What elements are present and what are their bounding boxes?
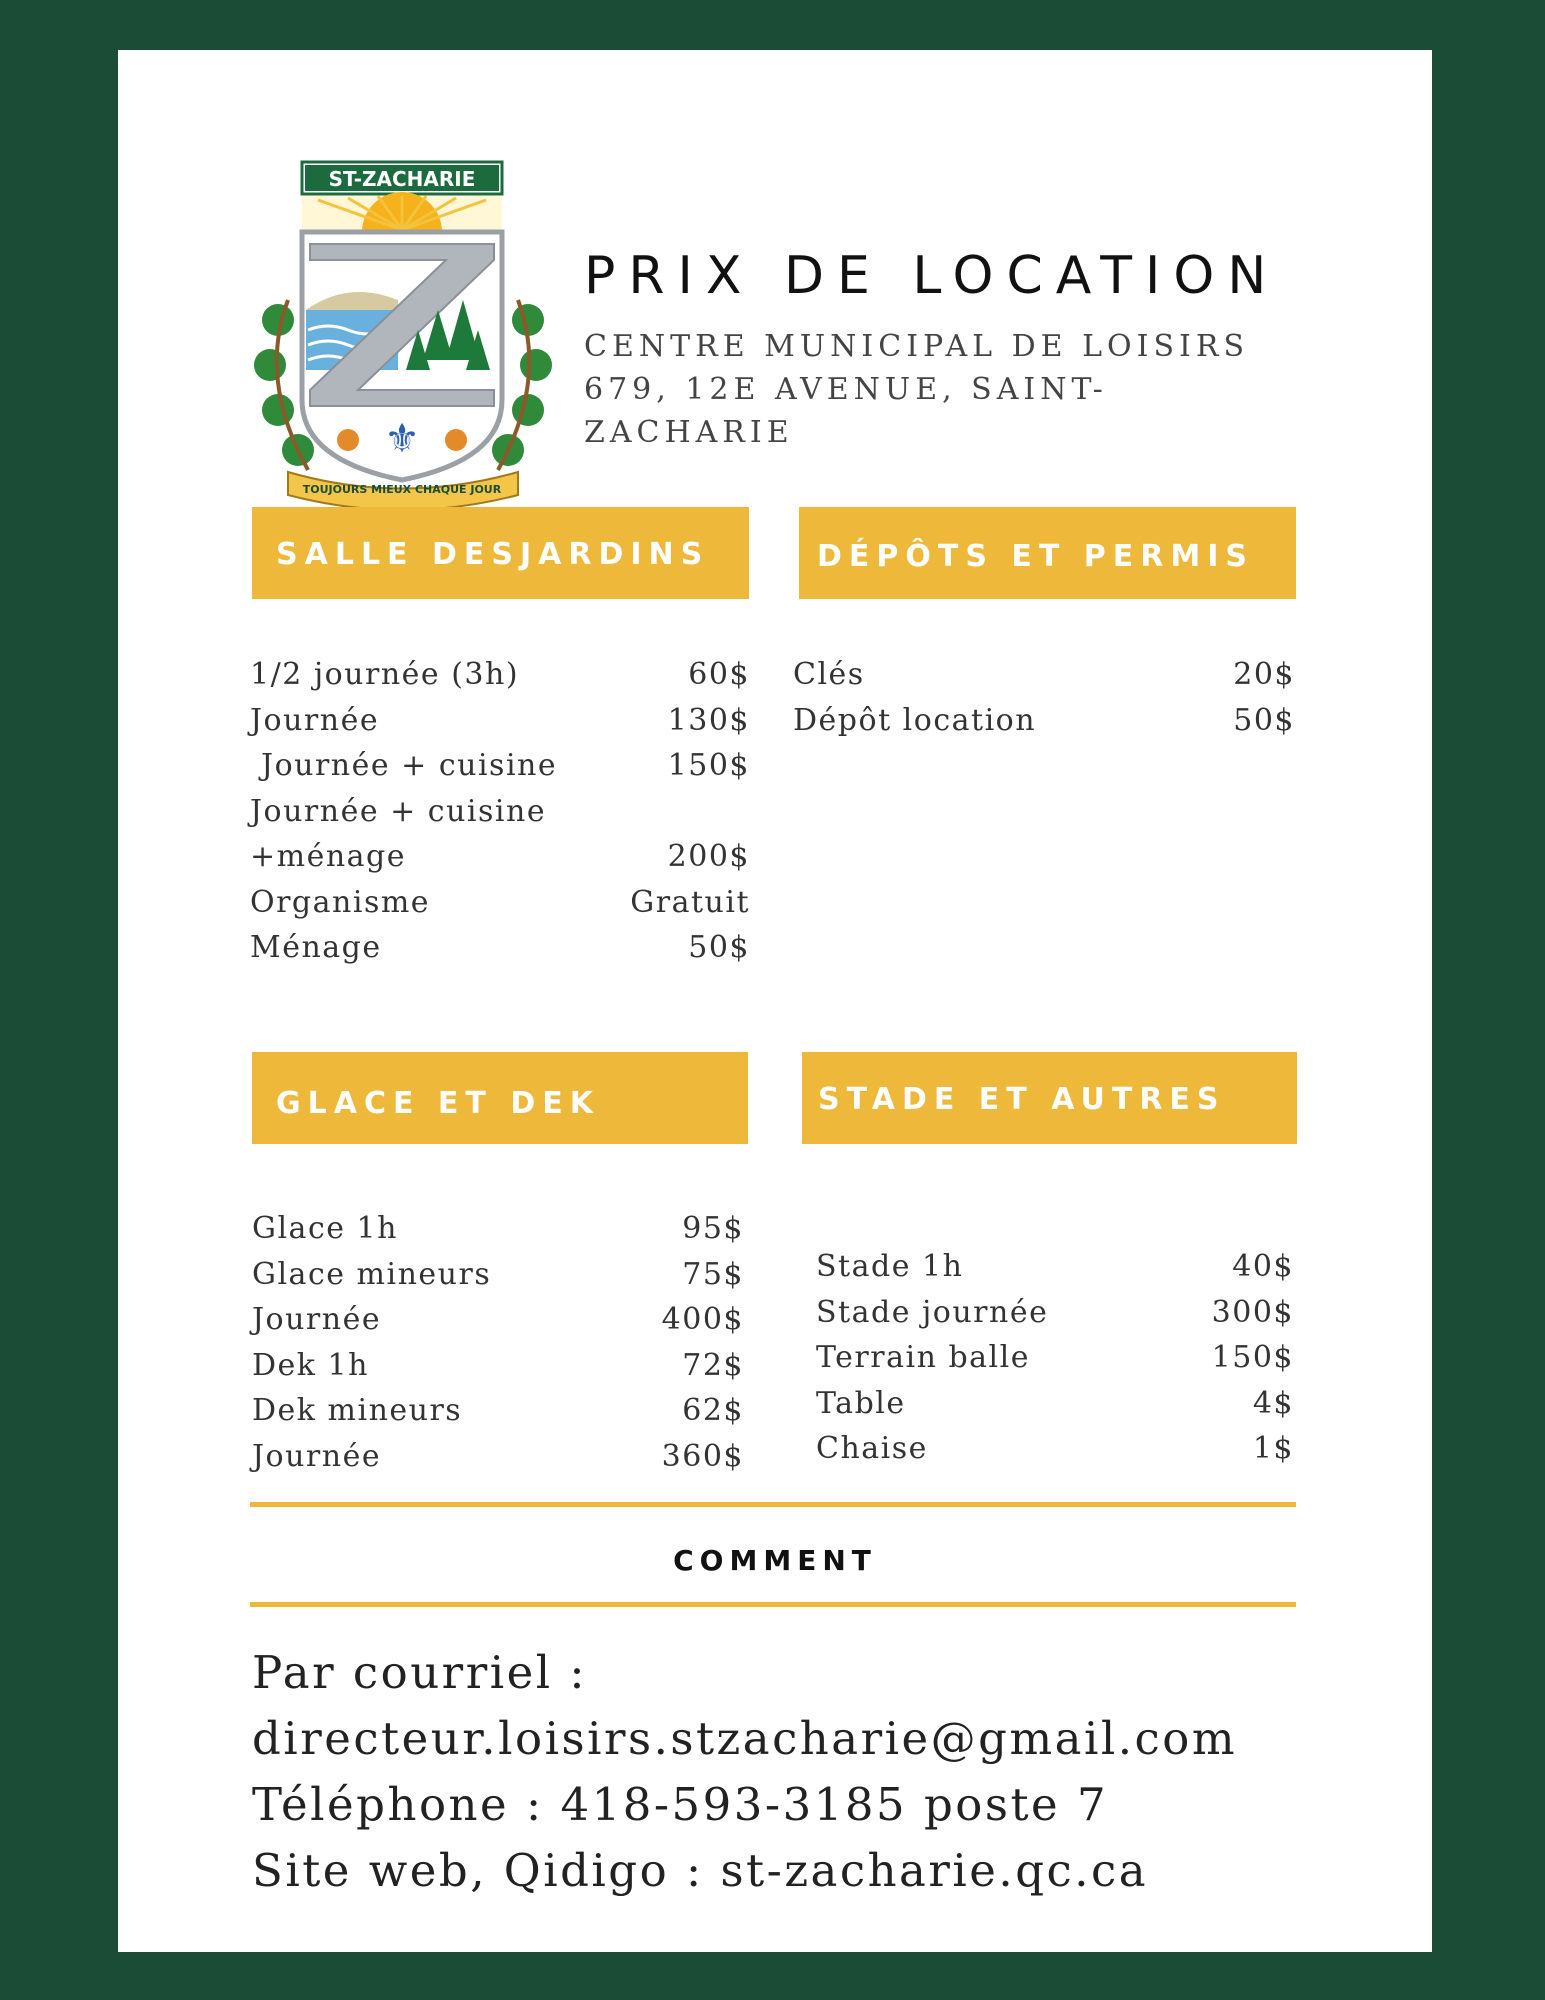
- row-label: Stade 1h: [816, 1249, 964, 1284]
- row-label: Glace 1h: [252, 1211, 398, 1246]
- row-value: 400$: [661, 1302, 744, 1337]
- row-label: Organisme: [250, 884, 431, 920]
- contact-phone[interactable]: Téléphone : 418-593-3185 poste 7: [252, 1778, 1109, 1831]
- price-row: [252, 1206, 744, 1252]
- price-row: [250, 743, 750, 789]
- page-title: PRIX DE LOCATION: [584, 246, 1280, 306]
- price-row: [252, 1297, 744, 1343]
- price-row: [252, 1434, 744, 1480]
- row-value: 150$: [1211, 1340, 1294, 1375]
- price-list-glace: [252, 1206, 744, 1479]
- maple-leaf-right-icon: [445, 429, 467, 451]
- row-label: Journée: [250, 702, 380, 738]
- price-row: [793, 652, 1295, 698]
- subtitle-line: CENTRE MUNICIPAL DE LOISIRS: [584, 329, 1249, 364]
- row-value: 200$: [667, 839, 750, 874]
- section-title-glace: GLACE ET DEK: [276, 1086, 600, 1121]
- row-value: 20$: [1233, 657, 1295, 692]
- row-value: 72$: [682, 1347, 744, 1383]
- row-label: Dépôt location: [793, 702, 1037, 738]
- page-subtitle: [584, 325, 1284, 454]
- price-row: [252, 1343, 744, 1389]
- price-row: [816, 1381, 1294, 1427]
- row-value: 60$: [688, 657, 750, 692]
- price-row: [816, 1335, 1294, 1381]
- section-title-stade: STADE ET AUTRES: [818, 1082, 1226, 1117]
- municipal-crest-logo: [248, 160, 558, 510]
- row-label: Clés: [793, 657, 865, 692]
- maple-leaf-left-icon: [337, 429, 359, 451]
- price-row: [250, 925, 750, 971]
- row-label: Table: [816, 1385, 906, 1421]
- row-label: Journée: [252, 1438, 382, 1474]
- flyer-page: [118, 50, 1432, 1952]
- price-row: [250, 698, 750, 744]
- price-row: [250, 652, 750, 698]
- row-value: 1$: [1252, 1431, 1294, 1466]
- row-value: 130$: [667, 702, 750, 738]
- divider-top: [250, 1502, 1296, 1507]
- row-value: 40$: [1232, 1249, 1294, 1284]
- divider-bottom: [250, 1602, 1296, 1607]
- comment-heading: COMMENT: [673, 1544, 877, 1577]
- row-label: +ménage: [250, 839, 407, 874]
- price-row: [250, 880, 750, 926]
- section-title-depots: DÉPÔTS ET PERMIS: [817, 539, 1255, 574]
- row-label: Stade journée: [816, 1294, 1049, 1330]
- row-value: 75$: [682, 1256, 744, 1292]
- row-label: Journée + cuisine: [250, 748, 558, 783]
- row-label: Ménage: [250, 930, 382, 965]
- logo-banner-text: ST-ZACHARIE: [328, 167, 476, 191]
- row-label: Dek mineurs: [252, 1393, 463, 1428]
- row-value: 50$: [1233, 702, 1295, 738]
- row-value: 4$: [1252, 1385, 1294, 1421]
- row-value: 360$: [661, 1438, 744, 1474]
- row-label: Journée: [252, 1302, 382, 1337]
- row-label: Journée + cuisine: [250, 793, 547, 829]
- price-row: [816, 1426, 1294, 1472]
- price-list-salle: [250, 652, 750, 971]
- contact-email[interactable]: directeur.loisirs.stzacharie@gmail.com: [252, 1712, 1238, 1765]
- price-row: [793, 698, 1295, 744]
- row-value: 62$: [682, 1393, 744, 1428]
- section-banner-glace: [252, 1052, 748, 1144]
- subtitle-line: 679, 12E AVENUE, SAINT-: [584, 372, 1108, 407]
- row-value: 95$: [682, 1211, 744, 1246]
- row-label: Terrain balle: [816, 1340, 1030, 1375]
- row-label: Dek 1h: [252, 1347, 369, 1383]
- section-banner-depots: [799, 507, 1296, 599]
- section-title-salle: SALLE DESJARDINS: [276, 537, 710, 572]
- price-row: [250, 789, 750, 835]
- contact-info: [252, 1640, 1402, 1904]
- contact-email-label: Par courriel :: [252, 1646, 588, 1699]
- section-banner-salle: [252, 507, 749, 599]
- subtitle-line: ZACHARIE: [584, 415, 794, 450]
- row-label: Chaise: [816, 1431, 928, 1466]
- price-row: [252, 1252, 744, 1298]
- row-label: Glace mineurs: [252, 1256, 492, 1292]
- price-list-stade: [816, 1244, 1294, 1472]
- price-list-depots: [793, 652, 1295, 743]
- row-value: 50$: [688, 930, 750, 965]
- row-value: 150$: [667, 748, 750, 783]
- contact-website[interactable]: Site web, Qidigo : st-zacharie.qc.ca: [252, 1844, 1149, 1897]
- section-banner-stade: [802, 1052, 1297, 1144]
- price-row: [816, 1244, 1294, 1290]
- price-row: [250, 834, 750, 880]
- price-row: [252, 1388, 744, 1434]
- sun-icon: [302, 192, 502, 232]
- price-row: [816, 1290, 1294, 1336]
- row-value: Gratuit: [630, 884, 750, 920]
- row-value: 300$: [1211, 1294, 1294, 1330]
- fleur-de-lis-icon: ⚜: [384, 416, 420, 462]
- logo-motto-text: TOUJOURS MIEUX CHAQUE JOUR: [302, 483, 502, 496]
- row-label: 1/2 journée (3h): [250, 657, 520, 692]
